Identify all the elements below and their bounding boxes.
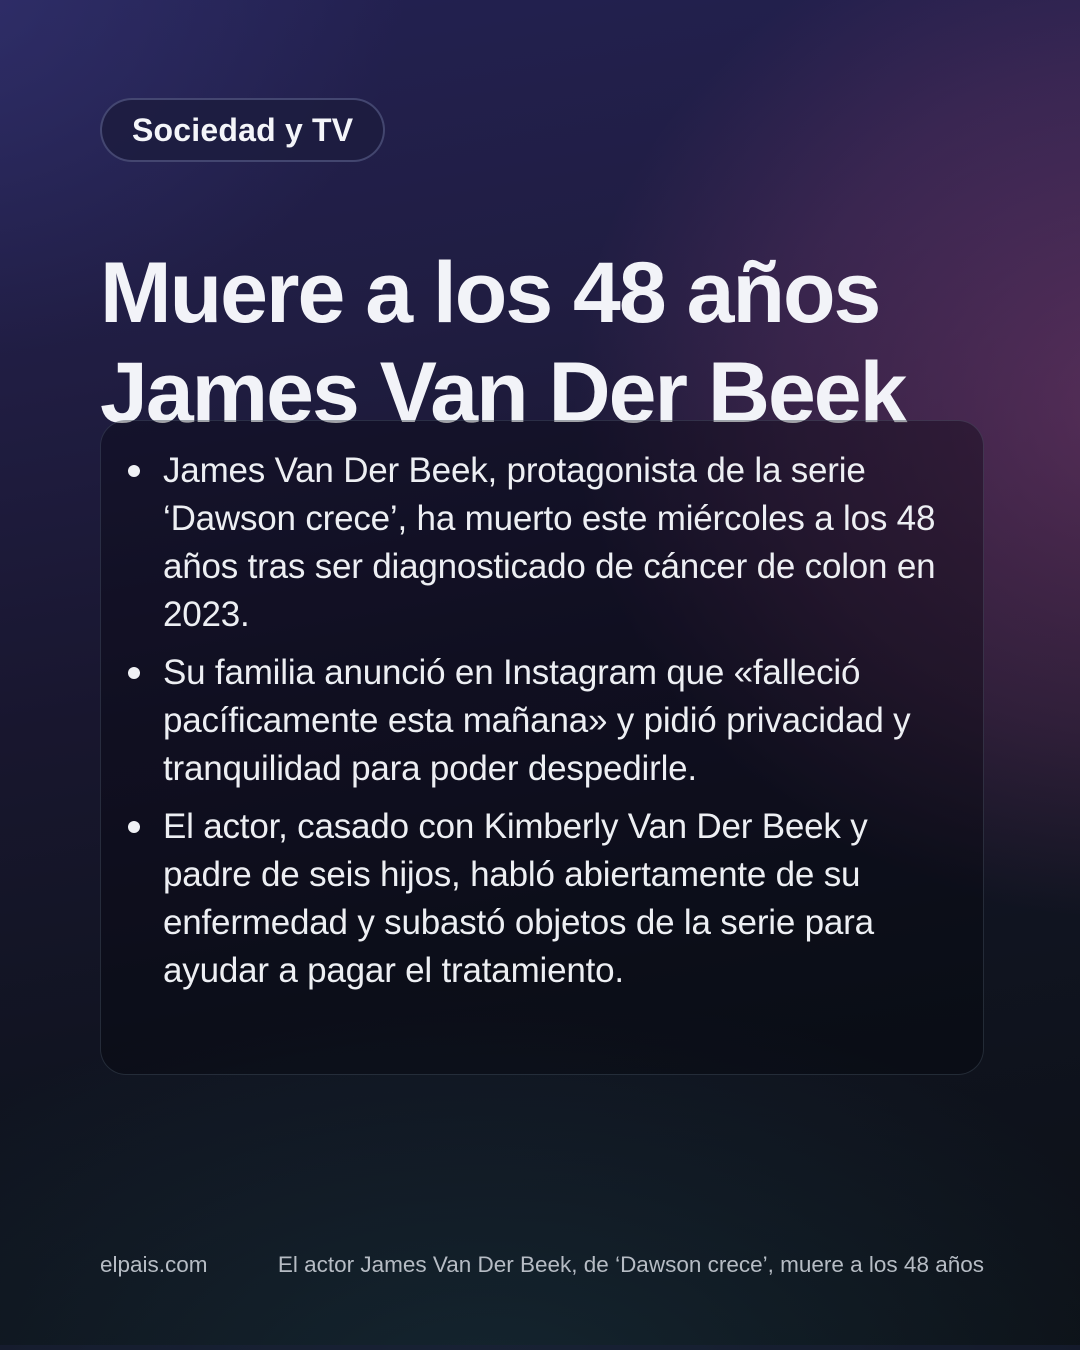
headline-line-2: James Van Der Beek <box>100 344 906 441</box>
bottom-edge-strip <box>0 1345 1080 1350</box>
category-badge <box>100 98 385 162</box>
bullet-dot-icon <box>128 821 140 833</box>
bullet-text: Su familia anunció en Instagram que «falleció pacíficamente esta mañana» y pidió privacidad y tranquilidad para poder despedirle. <box>163 653 911 788</box>
page-title <box>100 243 1000 443</box>
headline-line-1: Muere a los 48 años <box>100 244 880 341</box>
summary-card <box>100 420 984 1075</box>
bullet-dot-icon <box>128 667 140 679</box>
bullet-dot-icon <box>128 465 140 477</box>
footer-caption: El actor James Van Der Beek, de ‘Dawson crece’, muere a los 48 años <box>277 1252 984 1277</box>
list-item <box>123 447 953 639</box>
category-badge-label: Sociedad y TV <box>132 111 354 148</box>
bullet-text: James Van Der Beek, protagonista de la serie ‘Dawson crece’, ha muerto este miércoles a los 48 años tras ser diagnosticado de cáncer de colon en 2023. <box>163 451 936 634</box>
source-label: elpais.com <box>100 1252 208 1277</box>
summary-list <box>123 447 953 995</box>
list-item <box>123 649 953 793</box>
bullet-text: El actor, casado con Kimberly Van Der Beek y padre de seis hijos, habló abiertamente de su enfermedad y subastó objetos de la serie para ayudar a pagar el tratamiento. <box>163 807 874 990</box>
footer <box>100 1250 984 1280</box>
list-item <box>123 803 953 995</box>
